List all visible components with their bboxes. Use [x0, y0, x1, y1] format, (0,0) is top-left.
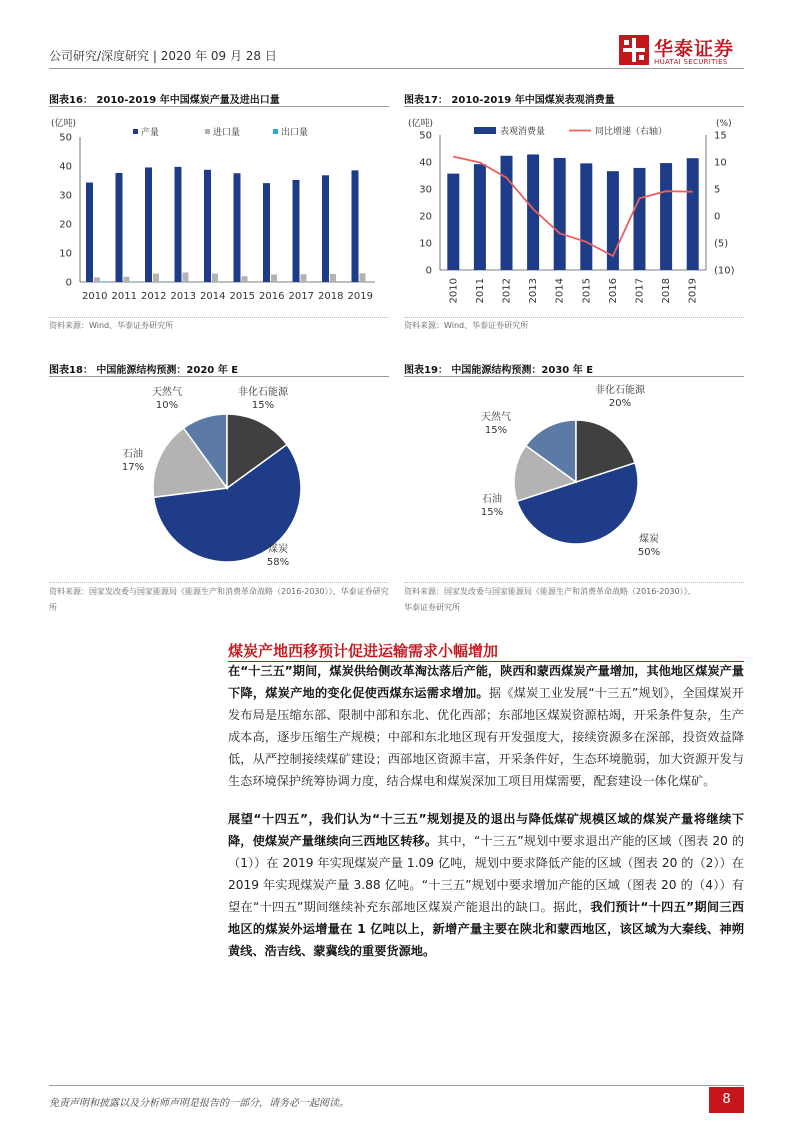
fig16-bar-import [242, 276, 248, 282]
fig16-legend-swatch [273, 129, 278, 134]
fig16-legend-label: 产量 [141, 128, 160, 138]
fig16-bar-import [153, 274, 159, 282]
fig17-y-right-tick-label: 15 [714, 130, 727, 142]
fig18-source: 资料来源：国家发改委与国家能源局《能源生产和消费革命战略（2016-2030）》、华泰证券研究所 [49, 587, 389, 612]
huatai-logo [619, 34, 744, 68]
fig16-bar-production [352, 170, 359, 282]
fig16-source-divider [49, 317, 389, 318]
fig17-title: 图表17： 2010-2019 年中国煤炭表观消费量 [404, 95, 615, 106]
fig17-x-tick-label: 2010 [448, 278, 460, 304]
chart19-slice-name: 石油 [482, 494, 502, 505]
fig16-y-tick-label: 50 [59, 132, 72, 144]
fig17-y-tick-label: 10 [419, 238, 432, 250]
fig17-y-tick-label: 40 [419, 157, 432, 169]
fig16-y-tick-label: 30 [59, 190, 72, 202]
fig16-x-tick-label: 2010 [82, 291, 108, 302]
fig16-y-axis-unit: (亿吨) [51, 119, 77, 129]
fig16-legend-swatch [133, 129, 138, 134]
fig16-bar-production [175, 167, 182, 282]
fig17-legend-label-bar: 表观消费量 [500, 127, 546, 137]
paragraph-2-lead: 展望“十四五”，我们认为“十三五”规划提及的退出与降低煤矿规模区域的煤炭产量将继续下降，使煤炭产量继续向三西地区转移。 [228, 812, 744, 848]
chart18-slice-name: 石油 [123, 449, 143, 460]
fig16-x-tick-label: 2011 [111, 291, 137, 302]
fig16-bar-production [86, 183, 93, 282]
fig16-x-tick-label: 2017 [288, 291, 314, 302]
fig16-bar-production [204, 170, 211, 282]
logo-cn-text: 华泰证券 [654, 38, 735, 60]
paragraph-1 [228, 660, 744, 792]
fig16-bar-import [271, 274, 277, 282]
chart19-slice-name: 天然气 [481, 412, 511, 423]
chart19-slice-pct: 20% [608, 398, 632, 409]
fig17-legend-swatch-bar [474, 127, 496, 134]
paragraph-2-conclusion: 我们预计“十四五”期间三西地区的煤炭外运增量在 1 亿吨以上，新增产量主要在陕北和蒙西地区，该区域为大秦线、神朔黄线、浩吉线、蒙冀线的重要货源地。 [228, 900, 744, 958]
chart18-slice-pct: 17% [121, 462, 145, 473]
fig17-bar-consumption [501, 156, 513, 270]
fig17-x-tick-label: 2015 [581, 278, 593, 304]
fig17-source: 资料来源：Wind、华泰证券研究所 [404, 321, 529, 330]
fig16-x-tick-label: 2015 [229, 291, 255, 302]
fig16-x-tick-label: 2016 [259, 291, 285, 302]
chart18-slice-name: 天然气 [152, 387, 182, 398]
chart19-slice-pct: 15% [480, 507, 504, 518]
fig16-x-tick-label: 2019 [347, 291, 373, 302]
fig16-bar-production [322, 175, 329, 282]
fig17-bar-consumption [634, 168, 646, 270]
fig16-bar-import [183, 272, 189, 282]
chart18-slice-pct: 58% [266, 557, 290, 568]
fig17-chart [404, 110, 744, 310]
chart19-slice-name: 煤炭 [639, 534, 659, 545]
fig18-title: 图表18： 中国能源结构预测：2020 年 E [49, 365, 239, 376]
fig17-y-tick-label: 0 [425, 265, 432, 277]
fig16-legend-label: 出口量 [281, 128, 309, 138]
chart18-slice-pct: 15% [251, 400, 275, 411]
fig16-bar-production [263, 183, 270, 282]
fig16-bar-import [330, 274, 336, 282]
fig17-x-tick-label: 2016 [607, 278, 619, 304]
paragraph-2-body: 其中，“十三五”规划中要求退出产能的区域（图表 20 的（1））在 2019 年实现煤炭产量 1.09 亿吨，规划中要求降低产能的区域（图表 20 的（2））在 2019 年实现煤炭产量 3.88 亿吨。“十三五”规划中要求增加产能的区域（图表 20 的（4））有望在“十四五”期间继续补充东部地区煤炭产能退出的缺口。据此， [228, 834, 745, 914]
chart19-slice-pct: 50% [637, 547, 661, 558]
header-rule [49, 68, 744, 69]
fig17-legend-label-line: 同比增速（右轴） [595, 127, 668, 137]
fig17-growth-line [453, 157, 692, 256]
fig17-y-tick-label: 30 [419, 184, 432, 196]
fig17-y-axis-right-unit: (%) [716, 119, 732, 129]
fig16-bar-production [116, 173, 123, 282]
fig17-title-rule [404, 106, 744, 107]
section-title: 煤炭产地西移预计促进运输需求小幅增加 [228, 642, 499, 660]
report-header: 公司研究/深度研究 | 2020 年 09 月 28 日 [49, 49, 277, 63]
page-number: 8 [709, 1087, 744, 1113]
fig18-title-rule [49, 376, 389, 377]
chart18-slice-name: 煤炭 [268, 544, 288, 555]
fig17-x-tick-label: 2017 [634, 278, 646, 304]
fig17-bar-consumption [474, 164, 486, 270]
fig16-source: 资料来源：Wind、华泰证券研究所 [49, 321, 174, 330]
fig16-bar-import [94, 277, 100, 282]
fig16-bar-export [100, 281, 106, 282]
fig16-bar-import [301, 274, 307, 282]
paragraph-2 [228, 808, 744, 962]
fig16-x-tick-label: 2012 [141, 291, 167, 302]
fig16-bar-import [124, 277, 130, 282]
fig17-x-tick-label: 2018 [661, 278, 673, 304]
fig17-x-tick-label: 2012 [501, 278, 513, 304]
fig16-chart [49, 110, 389, 310]
fig19-source-divider [404, 582, 744, 583]
fig17-y-tick-label: 50 [419, 130, 432, 142]
fig17-y-right-tick-label: (5) [714, 238, 729, 250]
fig16-title-rule [49, 106, 389, 107]
fig17-y-right-tick-label: 10 [714, 157, 727, 169]
fig16-x-tick-label: 2013 [170, 291, 196, 302]
fig16-x-tick-label: 2018 [318, 291, 344, 302]
footer-rule [49, 1085, 744, 1086]
fig16-y-tick-label: 40 [59, 161, 72, 173]
fig17-x-tick-label: 2014 [554, 278, 566, 304]
fig17-source-divider [404, 317, 744, 318]
fig16-legend-swatch [205, 129, 210, 134]
fig17-y-axis-unit: (亿吨) [408, 119, 434, 129]
fig16-y-tick-label: 20 [59, 219, 72, 231]
fig16-y-tick-label: 10 [59, 248, 72, 260]
fig19-title-rule [404, 376, 744, 377]
fig16-legend-label: 进口量 [213, 128, 241, 138]
fig16-bar-import [360, 273, 366, 282]
fig16-y-tick-label: 0 [65, 277, 72, 289]
chart19-slice-pct: 15% [484, 425, 508, 436]
fig17-y-tick-label: 20 [419, 211, 432, 223]
fig16-title: 图表16： 2010-2019 年中国煤炭产量及进出口量 [49, 95, 280, 106]
fig18-chart [49, 380, 389, 575]
fig16-bar-import [212, 274, 218, 282]
fig17-x-tick-label: 2013 [528, 278, 540, 304]
fig19-source-line1: 资料来源：国家发改委与国家能源局《能源生产和消费革命战略（2016-2030）》、 [404, 587, 696, 596]
fig17-bar-consumption [660, 163, 672, 270]
chart18-slice-pct: 10% [155, 400, 179, 411]
fig19-source-line2: 华泰证券研究所 [404, 603, 460, 612]
fig16-bar-production [145, 167, 152, 282]
fig17-x-tick-label: 2011 [474, 278, 486, 304]
fig16-bar-production [234, 173, 241, 282]
footer-disclaimer: 免责声明和披露以及分析师声明是报告的一部分，请务必一起阅读。 [49, 1098, 349, 1109]
fig17-bar-consumption [580, 163, 592, 270]
fig17-bar-consumption [554, 158, 566, 270]
chart18-slice-name: 非化石能源 [238, 387, 288, 398]
fig17-y-right-tick-label: 0 [714, 211, 721, 223]
fig17-x-tick-label: 2019 [687, 278, 699, 304]
fig17-y-right-tick-label: (10) [714, 265, 735, 277]
fig18-source-divider [49, 582, 389, 583]
fig19-title: 图表19： 中国能源结构预测：2030 年 E [404, 365, 594, 376]
fig16-x-tick-label: 2014 [200, 291, 226, 302]
fig19-chart [404, 380, 744, 575]
fig17-bar-consumption [687, 158, 699, 270]
huatai-logo-icon [619, 35, 649, 65]
fig17-y-right-tick-label: 5 [714, 184, 721, 196]
fig16-bar-production [293, 180, 300, 282]
logo-en-text: HUATAI SECURITIES [654, 58, 728, 66]
paragraph-1-body: 据《煤炭工业发展“十三五”规划》，全国煤炭开发布局是压缩东部、限制中部和东北、优化西部；东部地区煤炭资源枯竭，开采条件复杂，生产成本高，逐步压缩生产规模；中部和东北地区现有开发强度大，接续资源多在深部，投资效益降低，从严控制接续煤矿建设；西部地区资源丰富，开采条件好，生态环境脆弱，加大资源开发与生态环境保护统筹协调力度，结合煤电和煤炭深加工项目用煤需要，配套建设一体化煤矿。 [228, 686, 744, 788]
paragraph-1-lead: 在“十三五”期间，煤炭供给侧改革淘汰落后产能，陕西和蒙西煤炭产量增加，其他地区煤炭产量下降，煤炭产地的变化促使西煤东运需求增加。 [228, 664, 744, 700]
fig17-bar-consumption [447, 174, 459, 270]
chart19-slice-name: 非化石能源 [595, 385, 645, 396]
